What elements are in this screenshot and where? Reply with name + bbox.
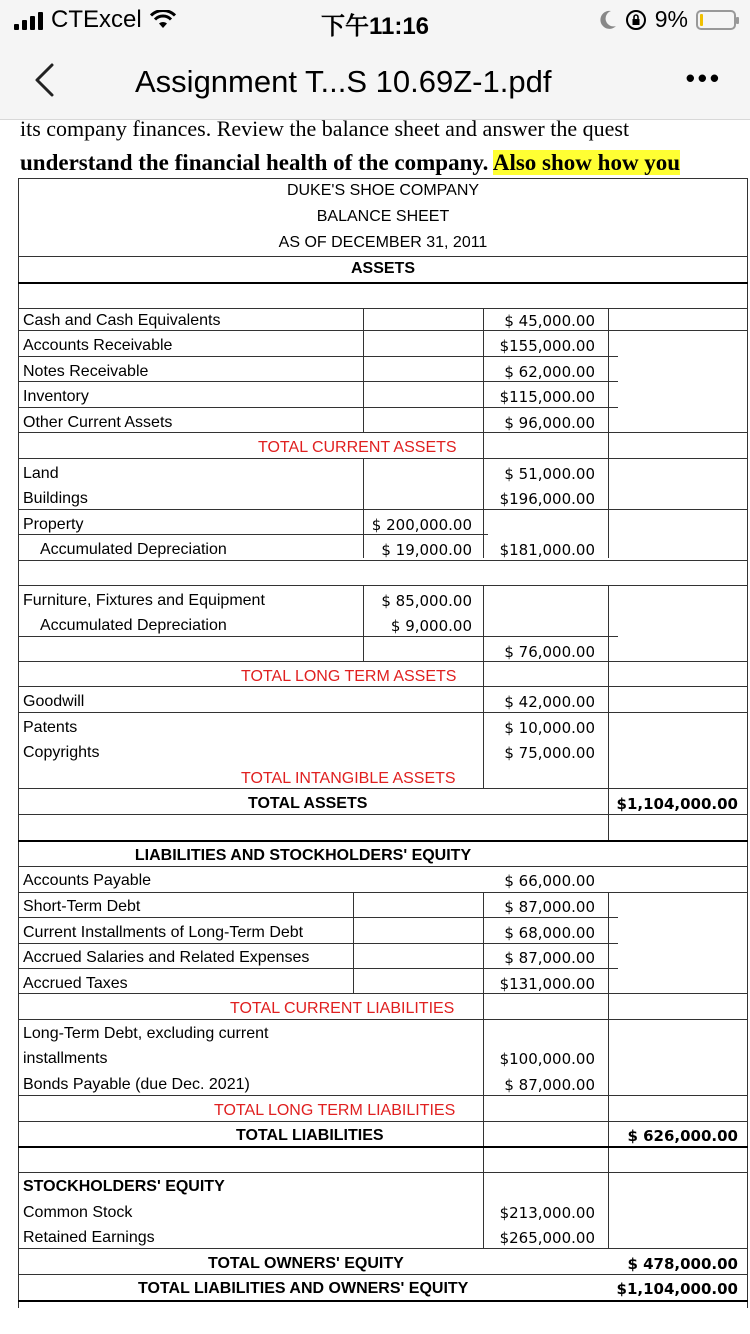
assets-header: ASSETS [350,260,415,277]
row-label: Furniture, Fixtures and Equipment [23,592,265,609]
row-value: $ 76,000.00 [504,643,595,661]
highlighted-text: Also show how you [492,150,681,175]
orientation-lock-icon [625,9,647,31]
row-label: Retained Earnings [23,1229,155,1246]
company-name: DUKE'S SHOE COMPANY [286,182,480,199]
intro-text: understand the financial health of the company. [20,150,493,175]
row-label: Accrued Salaries and Related Expenses [23,949,310,966]
total-current-assets: TOTAL CURRENT ASSETS [258,439,457,456]
sheet-date: AS OF DECEMBER 31, 2011 [278,234,488,251]
intro-line-1: its company finances. Review the balance sheet and answer the quest [20,120,630,141]
battery-percent: 9% [654,6,688,32]
row-label: Patents [23,719,78,736]
total-assets-label: TOTAL ASSETS [248,795,368,812]
carrier-name: CTExcel [51,6,142,33]
row-label: installments [23,1050,108,1067]
row-value: $265,000.00 [499,1229,595,1247]
pdf-viewer[interactable] [0,120,750,1334]
row-label: Short-Term Debt [23,898,141,915]
row-value: $155,000.00 [499,337,595,355]
status-bar [0,0,750,40]
row-value: $ 51,000.00 [504,465,595,483]
total-assets-value: $1,104,000.00 [616,795,738,813]
nav-bar [0,40,750,120]
row-label: Accrued Taxes [23,975,128,992]
row-label: Common Stock [23,1204,133,1221]
row-value: $ 62,000.00 [504,363,595,381]
more-icon[interactable]: ••• [685,63,722,93]
intro-line-2 [20,150,680,176]
total-long-term-assets: TOTAL LONG TERM ASSETS [241,668,457,685]
row-value: $213,000.00 [499,1204,595,1222]
clock: 下午11:16 [320,13,430,40]
row-label: Current Installments of Long-Term Debt [23,924,304,941]
balance-sheet [18,178,748,1308]
row-value: $ 75,000.00 [504,744,595,762]
sheet-title: BALANCE SHEET [316,208,450,225]
total-liabilities-equity-value: $1,104,000.00 [616,1280,738,1298]
equity-header: STOCKHOLDERS' EQUITY [23,1178,225,1195]
row-value: $ 45,000.00 [504,312,595,330]
row-value: $100,000.00 [499,1050,595,1068]
row-label: Accounts Receivable [23,337,173,354]
row-label: Other Current Assets [23,414,173,431]
total-long-term-liabilities: TOTAL LONG TERM LIABILITIES [214,1102,456,1119]
total-liabilities-value: $ 626,000.00 [627,1127,738,1145]
row-label: Cash and Cash Equivalents [23,312,221,329]
row-value: $ 9,000.00 [390,617,472,635]
total-owners-equity-label: TOTAL OWNERS' EQUITY [208,1255,404,1272]
moon-icon [599,10,617,30]
row-label: Copyrights [23,744,100,761]
liabilities-header: LIABILITIES AND STOCKHOLDERS' EQUITY [134,847,472,864]
row-value: $ 10,000.00 [504,719,595,737]
back-icon[interactable] [30,62,60,98]
row-label: Goodwill [23,693,85,710]
row-value: $ 200,000.00 [371,516,472,534]
row-value: $115,000.00 [499,388,595,406]
battery-icon [696,10,736,30]
total-current-liabilities: TOTAL CURRENT LIABILITIES [230,1000,455,1017]
row-value: $ 19,000.00 [381,541,472,559]
row-label: Notes Receivable [23,363,149,380]
row-value: $ 42,000.00 [504,693,595,711]
row-value: $ 85,000.00 [381,592,472,610]
row-value: $131,000.00 [499,975,595,993]
total-liabilities-label: TOTAL LIABILITIES [236,1127,384,1144]
total-liabilities-equity-label: TOTAL LIABILITIES AND OWNERS' EQUITY [138,1280,469,1297]
row-value: $ 87,000.00 [504,949,595,967]
row-label: Accumulated Depreciation [40,617,227,634]
row-label: Accounts Payable [23,872,152,889]
row-label: Accumulated Depreciation [40,541,227,558]
row-label: Inventory [23,388,89,405]
row-label: Buildings [23,490,88,507]
row-value: $181,000.00 [499,541,595,559]
row-label: Long-Term Debt, excluding current [23,1025,269,1042]
total-owners-equity-value: $ 478,000.00 [627,1255,738,1273]
status-right [599,6,736,33]
document-title: Assignment T...S 10.69Z-1.pdf [135,64,552,99]
row-value: $ 66,000.00 [504,872,595,890]
row-value: $ 87,000.00 [504,898,595,916]
row-value: $ 96,000.00 [504,414,595,432]
row-value: $ 68,000.00 [504,924,595,942]
row-label: Bonds Payable (due Dec. 2021) [23,1076,250,1093]
total-intangible-assets: TOTAL INTANGIBLE ASSETS [241,770,456,787]
row-value: $196,000.00 [499,490,595,508]
row-label: Land [23,465,59,482]
row-label: Property [23,516,84,533]
row-value: $ 87,000.00 [504,1076,595,1094]
